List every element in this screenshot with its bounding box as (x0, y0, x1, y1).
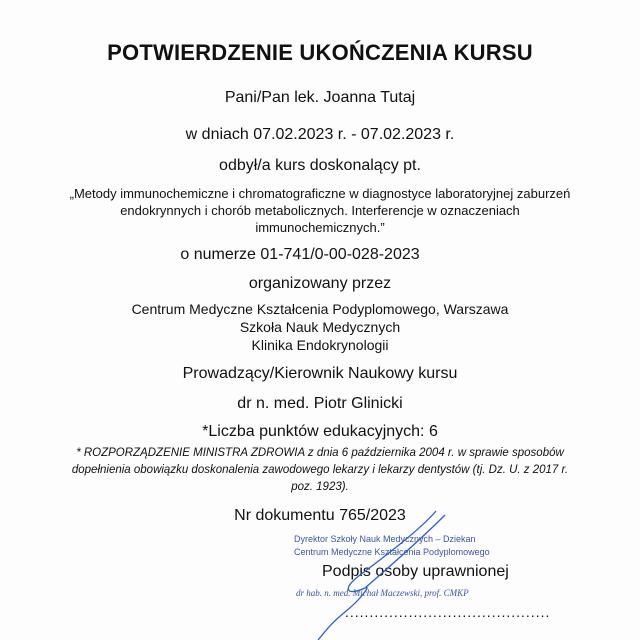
footnote-line-3: poz. 1923). (291, 481, 349, 493)
course-title-line-1: „Metody immunochemiczne i chromatograficzne w diagnostyce laboratoryjnej zaburzeń (69, 186, 571, 201)
stamp-line-1: Dyrektor Szkoły Nauk Medycznych – Dziekan (294, 534, 476, 544)
stamp-line-2: Centrum Medyczne Kształcenia Podyplomowego (294, 547, 490, 557)
course-title-line-3: immunochemicznych.” (255, 220, 385, 235)
recipient: Pani/Pan lek. Joanna Tutaj (224, 89, 416, 106)
course-title-line-2: endokrynnych i chorób metabolicznych. Interferencje w oznaczeniach (120, 203, 520, 218)
leader-name: dr n. med. Piotr Glinicki (237, 395, 403, 412)
signatory-stamp: dr hab. n. med. Michał Maczewski, prof. CMKP (296, 588, 469, 598)
organizer-1: Centrum Medyczne Kształcenia Podyplomowego, Warszawa (131, 301, 509, 317)
organizer-3: Klinika Endokrynologii (251, 337, 389, 353)
document-number: Nr dokumentu 765/2023 (234, 507, 406, 524)
organized-by-label: organizowany przez (248, 275, 392, 292)
signature-label: Podpis osoby uprawnionej (322, 563, 509, 580)
course-dates: w dniach 07.02.2023 r. - 07.02.2023 r. (185, 126, 455, 143)
footnote-line-2: dopełnienia obowiązku doskonalenia zawodowego lekarzy i lekarzy dentystów (tj. Dz. U. z 2017 r. (71, 464, 569, 476)
education-points: *Liczba punktów edukacyjnych: 6 (202, 423, 438, 440)
footnote-line-1: * ROZPORZĄDZENIE MINISTRA ZDROWIA z dnia 6 października 2004 r. w sprawie sposobów (76, 447, 564, 459)
organizer-2: Szkoła Nauk Medycznych (239, 319, 401, 335)
course-number: o numerze 01-741/0-00-028-2023 (180, 246, 420, 263)
completion-text: odbył/a kurs doskonalący pt. (219, 157, 421, 174)
signature-line: .......................................... (345, 604, 551, 620)
document-title: POTWIERDZENIE UKOŃCZENIA KURSU (107, 40, 533, 65)
leader-label: Prowadzący/Kierownik Naukowy kursu (182, 365, 458, 382)
